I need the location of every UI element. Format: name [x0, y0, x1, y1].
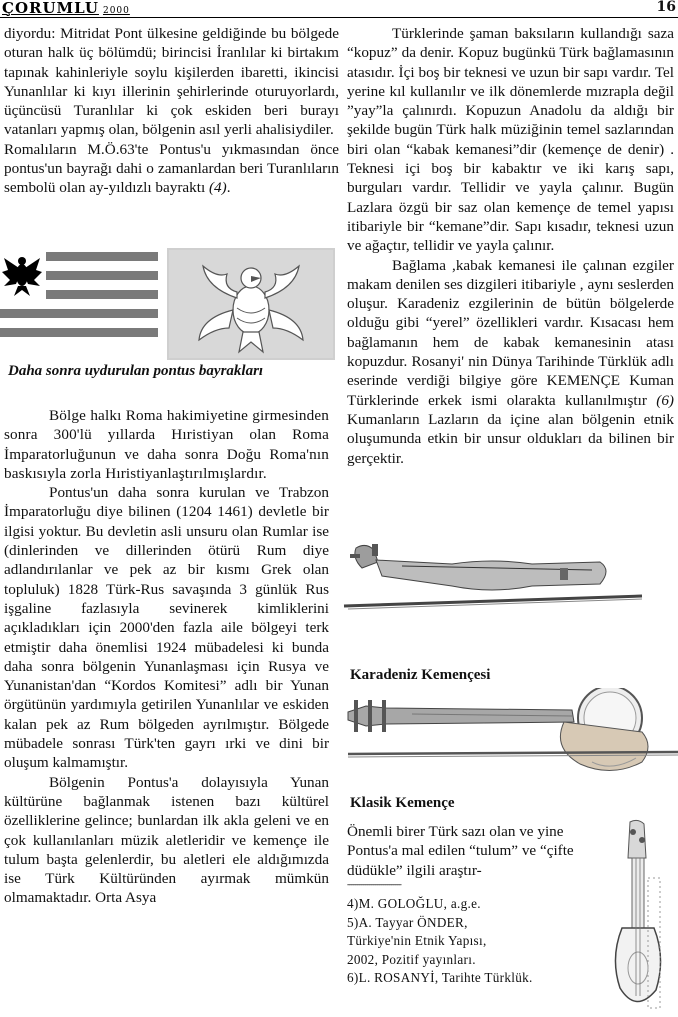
column-1-body: [4, 406, 329, 908]
reference-item: Türkiye'nin Etnik Yapısı,: [347, 933, 487, 949]
page-number: 16: [656, 0, 676, 15]
karadeniz-kemence-image: [342, 540, 678, 614]
references: [347, 880, 587, 988]
citation: (4): [208, 179, 227, 197]
paragraph: Bölge halkı Roma hakimiyetine girmesinden sonra 300'lü yıllarda Hıristiyan olan Roma İmparatorluğunun ve daha sonra Doğu Roma'nın baskısıyla zorla Hıristiyanlaştırılmışlardır.: [4, 407, 329, 482]
magazine-year: 2000: [102, 6, 130, 16]
paragraph: Pontus'un daha sonra kurulan ve Trabzon İmparatorluğu diye bilinen (1204 1461) devletle bir ilgisi yoktur. Bu devletin asli unsuru olan Rumlar ise (dinlerinden ve dillerinden ötürü Rum diye adlandırılanlar ve pek az bir kısmı Grek olan topluluk) 1828 Türk-Rus savaşında 3 günlük Rus işgaline fazlasıyla sevinerek kimliklerini açıkladıkları için 2000'den fazla aile bölgeyi terk etmiştir daha önemlisi 1924 mübadelesi ki bunda daha sonra bölgenin Yunanlaşması için Rusya ve Yunanistan'dan “Kordos Komitesi” adlı bir Yunan örgütünün yardımıyla getirilen Yunanlılar ve eskiden kalan pek az Rum bölgeden ayrılmıştır. Bölgede mübadele sonrası Türk'ten gayrı ırki ve dini bir oluşum kalmamıştır.: [4, 484, 329, 772]
header-rule: [0, 17, 678, 18]
klasik-kemence-text: Önemli birer Türk sazı olan ve yine Pontus'a mal edilen “tulum” ve “çifte düdükle” ilgili araştır-: [347, 823, 574, 879]
paragraph: Romalıların M.Ö.63'te Pontus'u yıkmasından önce pontus'un bayrağı dahi o zamanlardan beri Turanlıların sembolü olan ay-yıldızlı bayraktı (4).: [4, 140, 339, 197]
paragraph: Türklerinde şaman baksıların kullandığı saza “kopuz” da denir. Kopuz bugünkü Türk bağlamasının atasıdır. İçi boş bir teknesi ve uzun bir sapı vardır. Tel yerine kıl kullanılır ve ilk dönemlerde mızrapla değil ”yay”la çalınırdı. Kopuzun Anadolu da aldığı bir şekilde bugün Türk halk müziğinin temel sazlarından biri olan “kabak kemanesi”dir (kemençe de denir) . Teknesi içi boş bir kabaktır ve iki karış sapı, burguları vardır. Tellidir ve yayla çalınır. Bugün Lazlara özgü bir saz olan kemençe de temel yapısı itibariyle bir “kemane”dir. Sapı kısadır, teknesi uzun ve ağaçtır, tellidir ve yayla çalınır.: [347, 25, 674, 255]
paragraph: Bağlama ,kabak kemanesi ile çalınan ezgiler makam denilen ses dizgileri itibariyle , aynı seslerden oluşur. Karadeniz ezgilerinin de bütün bölgelerde olduğu gibi “yerel” özellikleri vardır. Kısacası hem bağlamanın hem de kabak kemanesinin atası kopuzdur. Rosanyi' nin Dünya Tarihinde Türklük adlı eserinde verdiği bilgiye göre KEMENÇE Kuman Türklerinde erkek ismi olarakta kullanılmıştır (6) Kumanların Lazların da içine alan bölgenin etnik oluşumunda etkin bir unsur oldukları da bilinen bir gerçektir.: [347, 256, 674, 467]
column-2-body: [347, 24, 674, 468]
column-1-top: [4, 24, 339, 198]
citation: (6): [656, 391, 674, 409]
reference-item: 4)M. GOLOĞLU, a.g.e.: [347, 896, 481, 911]
flags-caption: Daha sonra uydurulan pontus bayrakları: [8, 363, 264, 379]
page-header: [0, 0, 678, 18]
reference-item: 5)A. Tayyar ÖNDER,: [347, 914, 468, 930]
reference-separator: ---------------------------: [347, 879, 401, 889]
pontus-flag-eagle-image: [0, 250, 160, 342]
vertical-kemence-image: [600, 818, 676, 1014]
reference-item: 2002, Pozitif yayınları.: [347, 951, 476, 967]
reference-item: 6)L. ROSANYİ, Tarihte Türklük.: [347, 970, 533, 986]
paragraph: diyordu: Mitridat Pont ülkesine geldiğinde bu bölgede oturan halk üç bölümdü; birincisi İranlılar ki birtakım tapınak kahinleriyle soylu kişilerden ibaretti, ikincisi Yunanlılar ki kıyı illerinin şehirlerinde oturuyorlardı, üçüncüsü Turanlılar ki çok eskiden beri burayı vatanları yapmış olan, bölgenin asıl yerli ahalisiydiler.: [4, 25, 339, 139]
paragraph: Bölgenin Pontus'a dolayısıyla Yunan kültürüne bağlanmak istenen bazı kültürel özelliklerine gelince; bunlardan ilk akla geleni ve en çok kullanılanları müzik aletleridir ve kemençe ile tulum başta gelenlerdir, bu aletleri ele aldığımızda ise Türk Kültüründen ayırmak mümkün olmamaktadır. Orta Asya: [4, 773, 329, 907]
magazine-title: ÇORUMLU 2000: [2, 0, 130, 17]
klasik-kemence-label: Klasik Kemençe: [350, 795, 455, 811]
karadeniz-kemence-label: Karadeniz Kemençesi: [350, 667, 491, 683]
pontus-eagle-emblem-image: [167, 248, 335, 360]
klasik-kemence-image: [342, 688, 678, 780]
